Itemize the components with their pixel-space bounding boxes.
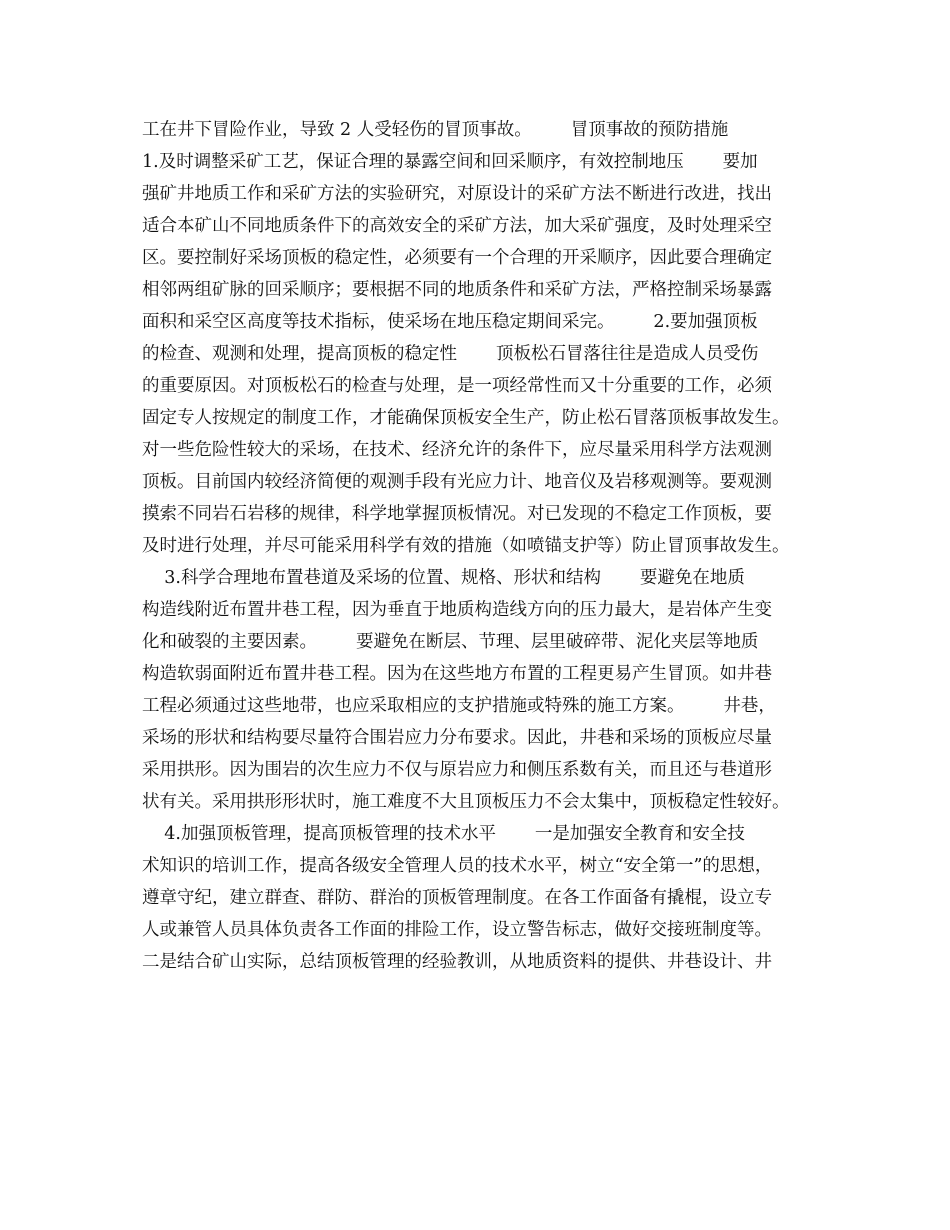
text-line: 4.加强顶板管理，提高顶板管理的技术水平 一是加强安全教育和安全技 xyxy=(142,824,745,844)
text-line: 的检查、观测和处理，提高顶板的稳定性 顶板松石冒落往往是造成人员受伤 xyxy=(142,344,759,364)
text-line: 固定专人按规定的制度工作，才能确保顶板安全生产，防止松石冒落顶板事故发生。 xyxy=(142,408,790,428)
text-line: 工在井下冒险作业，导致 2 人受轻伤的冒顶事故。 冒顶事故的预防措施 xyxy=(142,120,729,140)
text-line: 对一些危险性较大的采场，在技术、经济允许的条件下，应尽量采用科学方法观测 xyxy=(142,440,772,460)
text-line: 术知识的培训工作，提高各级安全管理人员的技术水平，树立“安全第一”的思想， xyxy=(142,856,773,876)
text-line: 适合本矿山不同地质条件下的高效安全的采矿方法，加大采矿强度，及时处理采空 xyxy=(142,216,772,236)
text-line: 人或兼管人员具体负责各工作面的排险工作，设立警告标志，做好交接班制度等。 xyxy=(142,920,772,940)
text-line: 二是结合矿山实际，总结顶板管理的经验教训，从地质资料的提供、井巷设计、井 xyxy=(142,952,772,972)
text-line: 状有关。采用拱形形状时，施工难度不大且顶板压力不会太集中，顶板稳定性较好。 xyxy=(142,792,790,812)
text-line: 构造线附近布置井巷工程，因为垂直于地质构造线方向的压力最大，是岩体产生变 xyxy=(142,600,772,620)
text-line: 3.科学合理地布置巷道及采场的位置、规格、形状和结构 要避免在地质 xyxy=(142,568,745,588)
text-line: 面积和采空区高度等技术指标，使采场在地压稳定期间采完。 2.要加强顶板 xyxy=(142,312,758,332)
text-line: 区。要控制好采场顶板的稳定性，必须要有一个合理的开采顺序，因此要合理确定 xyxy=(142,248,772,268)
text-line: 的重要原因。对顶板松石的检查与处理，是一项经常性而又十分重要的工作，必须 xyxy=(142,376,772,396)
text-line: 采用拱形。因为围岩的次生应力不仅与原岩应力和侧压系数有关，而且还与巷道形 xyxy=(142,760,772,780)
text-line: 强矿井地质工作和采矿方法的实验研究，对原设计的采矿方法不断进行改进，找出 xyxy=(142,184,772,204)
text-line: 构造软弱面附近布置井巷工程。因为在这些地方布置的工程更易产生冒顶。如井巷 xyxy=(142,664,772,684)
body-text xyxy=(142,114,814,978)
text-line: 遵章守纪，建立群查、群防、群治的顶板管理制度。在各工作面备有撬棍，设立专 xyxy=(142,888,772,908)
text-line: 顶板。目前国内较经济简便的观测手段有光应力计、地音仪及岩移观测等。要观测 xyxy=(142,472,772,492)
text-line: 摸索不同岩石岩移的规律，科学地掌握顶板情况。对已发现的不稳定工作顶板，要 xyxy=(142,504,772,524)
text-line: 采场的形状和结构要尽量符合围岩应力分布要求。因此，井巷和采场的顶板应尽量 xyxy=(142,728,772,748)
text-line: 及时进行处理，并尽可能采用科学有效的措施（如喷锚支护等）防止冒顶事故发生。 xyxy=(142,536,790,556)
text-line: 相邻两组矿脉的回采顺序；要根据不同的地质条件和采矿方法，严格控制采场暴露 xyxy=(142,280,772,300)
text-line: 1.及时调整采矿工艺，保证合理的暴露空间和回采顺序，有效控制地压 要加 xyxy=(142,152,758,172)
text-line: 工程必须通过这些地带，也应采取相应的支护措施或特殊的施工方案。 井巷， xyxy=(142,696,776,716)
text-line: 化和破裂的主要因素。 要避免在断层、节理、层里破碎带、泥化夹层等地质 xyxy=(142,632,759,652)
